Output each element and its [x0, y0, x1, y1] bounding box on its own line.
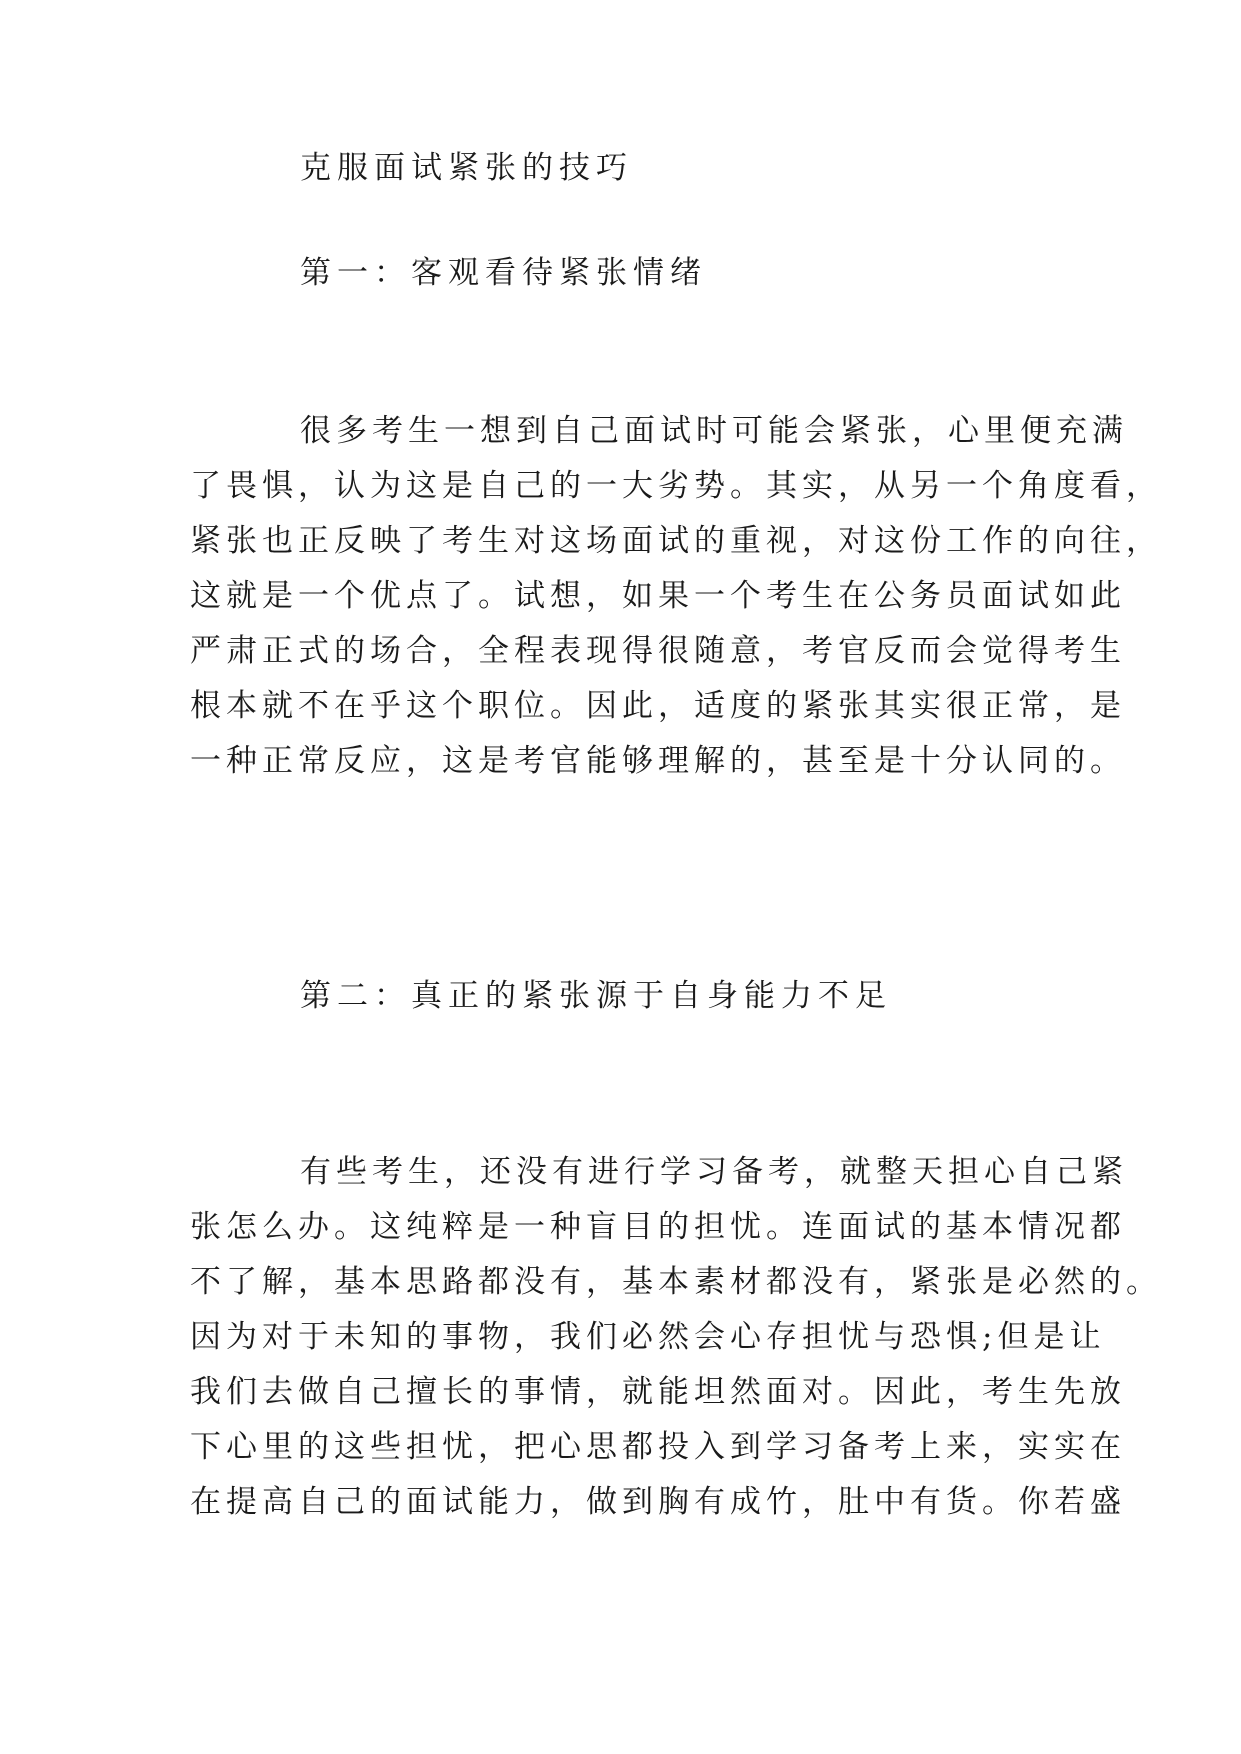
paragraph-line: 这就是一个优点了。试想，如果一个考生在公务员面试如此 [190, 578, 1126, 614]
paragraph-line: 很多考生一想到自己面试时可能会紧张，心里便充满 [300, 413, 1128, 449]
section-1-paragraph [190, 404, 1162, 789]
paragraph-line: 根本就不在乎这个职位。因此，适度的紧张其实很正常，是 [190, 688, 1126, 724]
section-2-heading: 第二：真正的紧张源于自身能力不足 [300, 978, 892, 1014]
paragraph-line: 下心里的这些担忧，把心思都投入到学习备考上来，实实在 [190, 1429, 1126, 1465]
paragraph-line: 了畏惧，认为这是自己的一大劣势。其实，从另一个角度看， [190, 468, 1162, 504]
paragraph-line: 紧张也正反映了考生对这场面试的重视，对这份工作的向往， [190, 523, 1162, 559]
paragraph-line: 有些考生，还没有进行学习备考，就整天担心自己紧 [300, 1154, 1128, 1190]
paragraph-line: 严肃正式的场合，全程表现得很随意，考官反而会觉得考生 [190, 633, 1126, 669]
paragraph-line: 一种正常反应，这是考官能够理解的，甚至是十分认同的。 [190, 743, 1126, 779]
document-title: 克服面试紧张的技巧 [300, 150, 633, 186]
paragraph-line: 在提高自己的面试能力，做到胸有成竹，肚中有货。你若盛 [190, 1484, 1126, 1520]
paragraph-line: 不了解，基本思路都没有，基本素材都没有，紧张是必然的。 [190, 1264, 1162, 1300]
paragraph-line: 张怎么办。这纯粹是一种盲目的担忧。连面试的基本情况都 [190, 1209, 1126, 1245]
section-1-heading: 第一：客观看待紧张情绪 [300, 255, 707, 291]
section-2-paragraph [190, 1145, 1162, 1530]
paragraph-line: 因为对于未知的事物，我们必然会心存担忧与恐惧;但是让 [190, 1319, 1106, 1355]
paragraph-line: 我们去做自己擅长的事情，就能坦然面对。因此，考生先放 [190, 1374, 1126, 1410]
